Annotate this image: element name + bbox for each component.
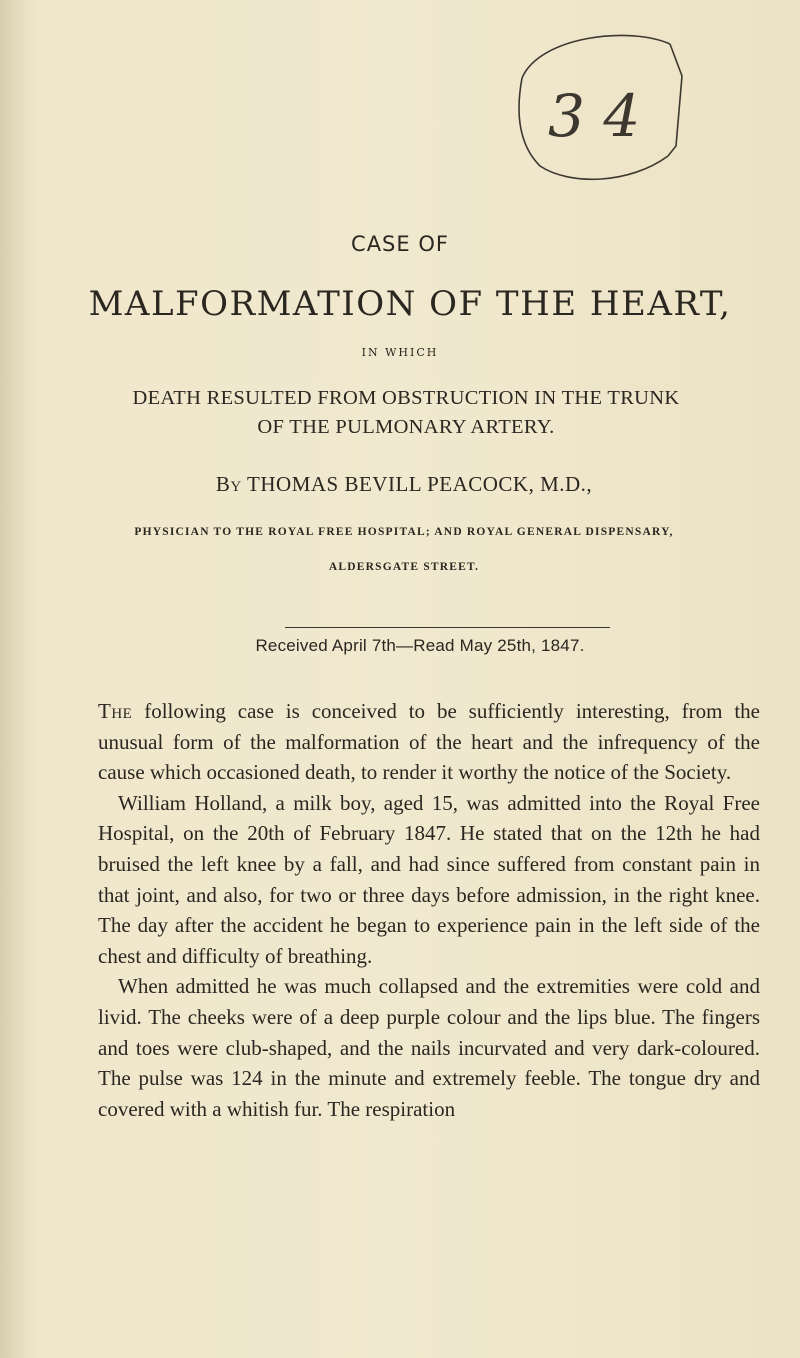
body-text [98,696,760,1124]
author-line [0,472,800,497]
paper-title: MALFORMATION OF THE HEART, [88,284,732,324]
affiliation-line-1: PHYSICIAN TO THE ROYAL FREE HOSPITAL; AND ROYAL GENERAL DISPENSARY, [134,526,674,538]
subtitle-line-2: OF THE PULMONARY ARTERY. [257,416,555,438]
affiliation-line-2: ALDERSGATE STREET. [328,561,480,573]
paragraph-3: When admitted he was much collapsed and the extremities were cold and livid. The cheeks were of a deep purple colour and the lips blue. The fingers and toes were club-shaped, and the nails incurvated and very dark-coloured. The pulse was 124 in the minute and extremely feeble. The tongue dry and covered with a whitish fur. The respiration [98,974,760,1121]
case-of-heading: CASE OF [351,232,449,256]
subtitle-line-1: DEATH RESULTED FROM OBSTRUCTION IN THE TRUNK [132,387,680,409]
paragraph-1-text: following case is conceived to be sufficiently interesting, from the unusual form of the malformation of the heart and the infrequency of the cause which occasioned death, to render it worthy the notice of the Society. [98,699,760,785]
divider-rule [285,627,610,628]
page-edge-shadow [0,0,30,1358]
lead-word: The [98,699,133,723]
author-affiliation [0,515,800,585]
library-stamp [500,26,690,186]
paper-subtitle [0,384,800,442]
author-name: THOMAS BEVILL PEACOCK, M.D., [247,472,593,496]
paragraph-2: William Holland, a milk boy, aged 15, was admitted into the Royal Free Hospital, on the 20th of February 1847. He stated that on the 12th he had bruised the left knee by a fall, and had since suffered from constant pain in that joint, and also, for two or three days before admission, in the right knee. The day after the accident he began to experience pain in the left side of the chest and difficulty of breathing. [98,790,760,968]
stamp-number: 3 4 [548,82,641,150]
paragraph-1 [98,696,760,788]
in-which-label: IN WHICH [361,346,439,359]
author-by: By [215,472,242,496]
received-date: Received April 7th—Read May 25th, 1847. [255,636,585,655]
